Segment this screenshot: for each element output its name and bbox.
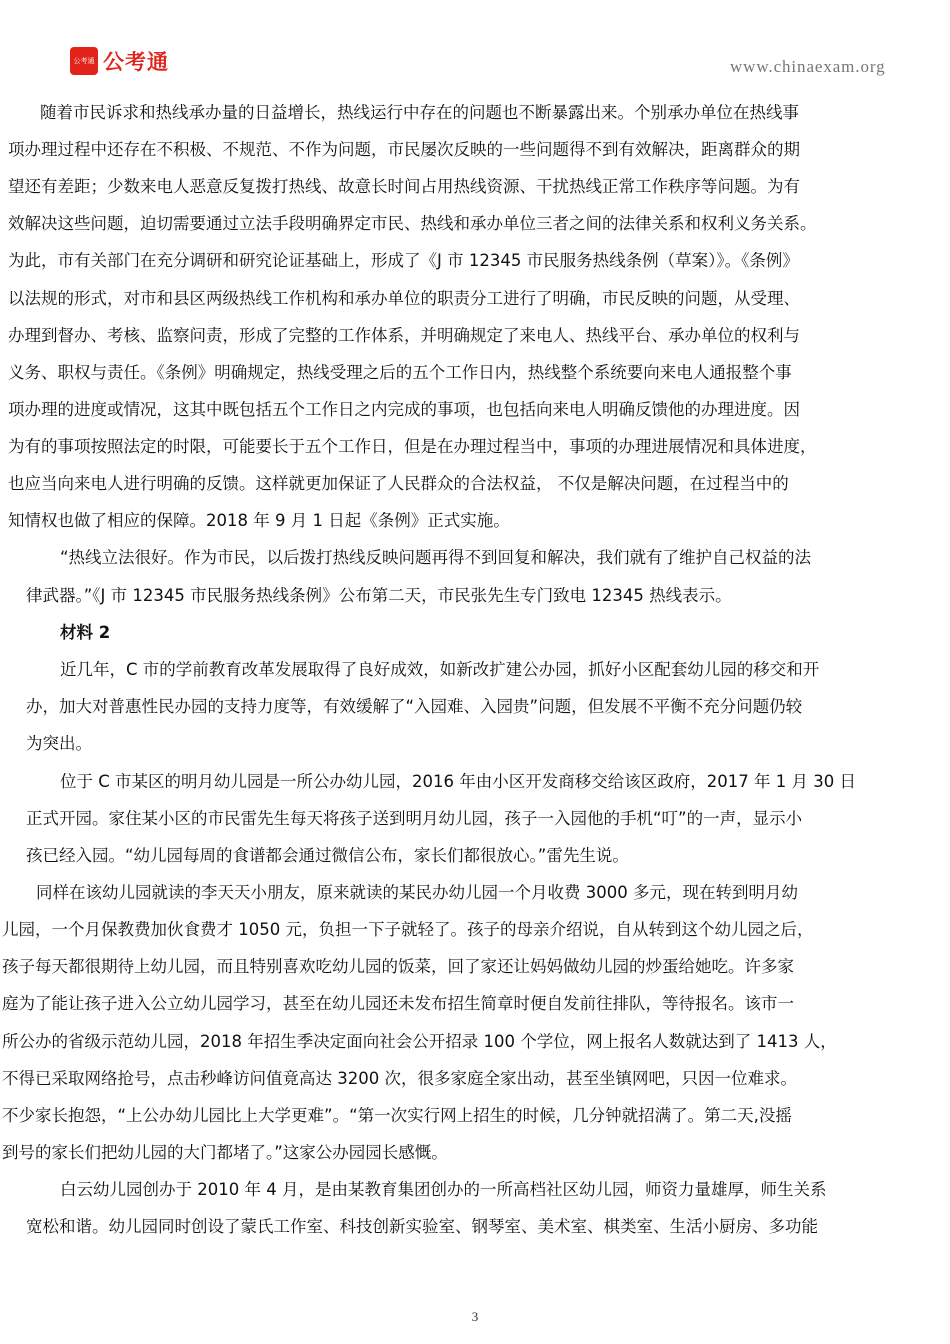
text-line: 近几年，C 市的学前教育改革发展取得了良好成效，如新改扩建公办园，抓好小区配套幼儿园的移交和开: [60, 660, 820, 679]
text-line: 不得已采取网络抢号，点击秒峰访问值竟高达 3200 次，很多家庭全家出动，甚至坐镇网吧，只因一位难求。: [2, 1069, 797, 1088]
text-line: 白云幼儿园创办于 2010 年 4 月，是由某教育集团创办的一所高档社区幼儿园，师资力量雄厚，师生关系: [60, 1180, 827, 1199]
text-line: 律武器。”《J 市 12345 市民服务热线条例》公布第二天，市民张先生专门致电 12345 热线表示。: [26, 586, 732, 605]
text-line: 办理到督办、考核、监察问责，形成了完整的工作体系，并明确规定了来电人、热线平台、承办单位的权利与: [8, 326, 800, 345]
text-line: 效解决这些问题，迫切需要通过立法手段明确界定市民、热线和承办单位三者之间的法律关系和权利义务关系。: [8, 214, 817, 233]
text-line: 义务、职权与责任。《条例》明确规定，热线受理之后的五个工作日内，热线整个系统要向来电人通报整个事: [8, 363, 792, 382]
text-line: 望还有差距；少数来电人恶意反复拨打热线、故意长时间占用热线资源、干扰热线正常工作秩序等问题。为有: [8, 177, 800, 196]
text-line: 为有的事项按照法定的时限，可能要长于五个工作日，但是在办理过程当中，事项的办理进展情况和具体进度，: [8, 437, 817, 456]
text-line: 到号的家长们把幼儿园的大门都堵了。”这家公办园园长感慨。: [2, 1143, 448, 1162]
text-line: 孩子每天都很期待上幼儿园，而且特别喜欢吃幼儿园的饭菜，回了家还让妈妈做幼儿园的炒蛋给她吃。许多家: [2, 957, 794, 976]
text-line: 办，加大对普惠性民办园的支持力度等，有效缓解了“入园难、入园贵”问题，但发展不平衡不充分问题仍较: [26, 697, 803, 716]
text-line: 不少家长抱怨，“上公办幼儿园比上大学更难”。“第一次实行网上招生的时候，几分钟就招满了。第二天,没摇: [2, 1106, 792, 1125]
text-line: 孩已经入园。“幼儿园每周的食谱都会通过微信公布，家长们都很放心。”雷先生说。: [26, 846, 629, 865]
text-line: 为此，市有关部门在充分调研和研究论证基础上，形成了《J 市 12345 市民服务热线条例（草案）》。《条例》: [8, 251, 799, 270]
text-line: 正式开园。家住某小区的市民雷先生每天将孩子送到明月幼儿园，孩子一入园他的手机“叮”的一声，显示小: [26, 809, 803, 828]
logo: [70, 46, 169, 76]
text-line: 宽松和谐。幼儿园同时创设了蒙氏工作室、科技创新实验室、钢琴室、美术室、棋类室、生活小厨房、多功能: [26, 1217, 818, 1236]
text-line: 以法规的形式，对市和县区两级热线工作机构和承办单位的职责分工进行了明确，市民反映的问题，从受理、: [8, 289, 800, 308]
text-line: 儿园，一个月保教费加伙食费才 1050 元，负担一下子就轻了。孩子的母亲介绍说，自从转到这个幼儿园之后，: [2, 920, 814, 939]
section-heading: 材料 2: [60, 623, 111, 642]
text-line: 也应当向来电人进行明确的反馈。这样就更加保证了人民群众的合法权益， 不仅是解决问题，在过程当中的: [8, 474, 789, 493]
text-line: 同样在该幼儿园就读的李天天小朋友，原来就读的某民办幼儿园一个月收费 3000 多元，现在转到明月幼: [36, 883, 798, 902]
text-line: 项办理的进度或情况，这其中既包括五个工作日之内完成的事项，也包括向来电人明确反馈他的办理进度。因: [8, 400, 800, 419]
text-line: 项办理过程中还存在不积极、不规范、不作为问题，市民屡次反映的一些问题得不到有效解决，距离群众的期: [8, 140, 800, 159]
text-line: 庭为了能让孩子进入公立幼儿园学习，甚至在幼儿园还未发布招生简章时便自发前往排队，等待报名。该市一: [2, 994, 794, 1013]
text-line: 位于 C 市某区的明月幼儿园是一所公办幼儿园，2016 年由小区开发商移交给该区政府，2017 年 1 月 30 日: [60, 772, 856, 791]
text-line: 所公办的省级示范幼儿园，2018 年招生季决定面向社会公开招录 100 个学位，网上报名人数就达到了 1413 人，: [2, 1032, 837, 1051]
text-line: 随着市民诉求和热线承办量的日益增长，热线运行中存在的问题也不断暴露出来。个别承办单位在热线事: [40, 103, 799, 122]
text-line: 知情权也做了相应的保障。2018 年 9 月 1 日起《条例》正式实施。: [8, 511, 510, 530]
text-line: “热线立法很好。作为市民，以后拨打热线反映问题再得不到回复和解决，我们就有了维护自己权益的法: [60, 548, 812, 567]
text-line: 为突出。: [26, 734, 92, 753]
page-number: 3: [471, 1309, 479, 1324]
site-url: www.chinaexam.org: [730, 57, 886, 76]
logo-badge: 公考通: [70, 47, 98, 75]
logo-text: 公考通: [103, 50, 169, 74]
